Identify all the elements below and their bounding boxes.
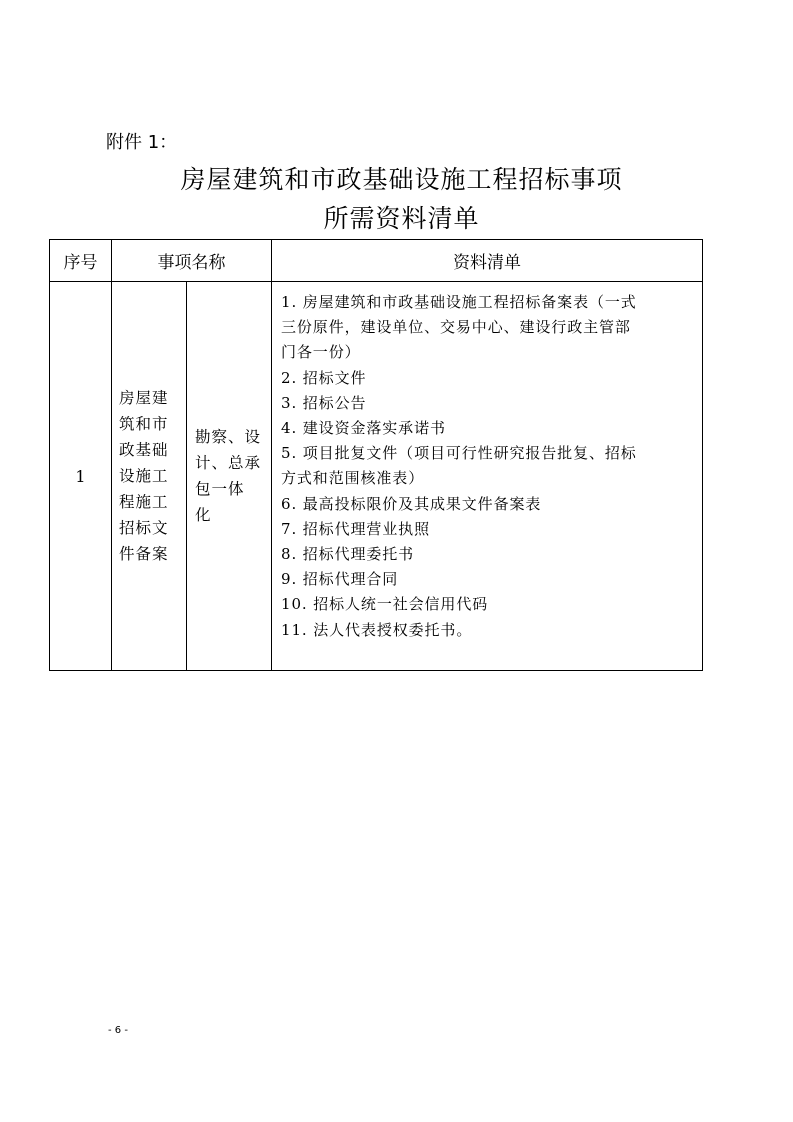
scope-line: 包一体 xyxy=(195,480,245,498)
header-seq: 序号 xyxy=(50,240,112,282)
row-seq: 1 xyxy=(50,282,112,671)
header-item-name: 事项名称 xyxy=(112,240,272,282)
scope-line: 勘察、设 xyxy=(195,428,262,446)
material-line: 4. 建设资金落实承诺书 xyxy=(281,419,446,438)
material-line: 方式和范围核准表） xyxy=(281,469,425,488)
material-line: 6. 最高投标限价及其成果文件备案表 xyxy=(281,494,542,513)
item-line: 件备案 xyxy=(119,545,169,563)
page-number: - 6 - xyxy=(108,1025,128,1036)
item-line: 程施工 xyxy=(119,493,169,511)
table-header-row xyxy=(50,240,703,282)
material-line: 3. 招标公告 xyxy=(281,393,367,412)
material-line: 7. 招标代理营业执照 xyxy=(281,519,430,538)
item-line: 筑和市 xyxy=(119,415,169,433)
scope-line: 化 xyxy=(195,506,212,524)
document-title-line-2: 所需资料清单 xyxy=(323,204,480,233)
attachment-label: 附件 1： xyxy=(106,132,178,153)
material-line: 2. 招标文件 xyxy=(281,368,367,387)
item-line: 设施工 xyxy=(119,467,169,485)
material-line: 5. 项目批复文件（项目可行性研究报告批复、招标 xyxy=(281,444,637,463)
row-scope xyxy=(187,282,272,671)
item-line: 政基础 xyxy=(119,441,169,459)
header-materials: 资料清单 xyxy=(272,240,703,282)
table-row xyxy=(50,282,703,671)
material-line: 门各一份） xyxy=(281,343,361,362)
row-item-name xyxy=(112,282,187,671)
material-line: 三份原件，建设单位、交易中心、建设行政主管部 xyxy=(281,318,631,337)
material-line: 10. 招标人统一社会信用代码 xyxy=(281,595,489,614)
document-title-line-1: 房屋建筑和市政基础设施工程招标事项 xyxy=(180,165,623,194)
materials-table xyxy=(49,239,703,671)
material-line: 8. 招标代理委托书 xyxy=(281,545,415,564)
item-line: 房屋建 xyxy=(119,389,169,407)
material-line: 9. 招标代理合同 xyxy=(281,570,399,589)
material-line: 11. 法人代表授权委托书。 xyxy=(281,620,473,639)
scope-line: 计、总承 xyxy=(195,454,262,472)
row-materials xyxy=(272,282,703,671)
material-line: 1. 房屋建筑和市政基础设施工程招标备案表（一式 xyxy=(281,293,637,311)
item-line: 招标文 xyxy=(119,519,169,537)
